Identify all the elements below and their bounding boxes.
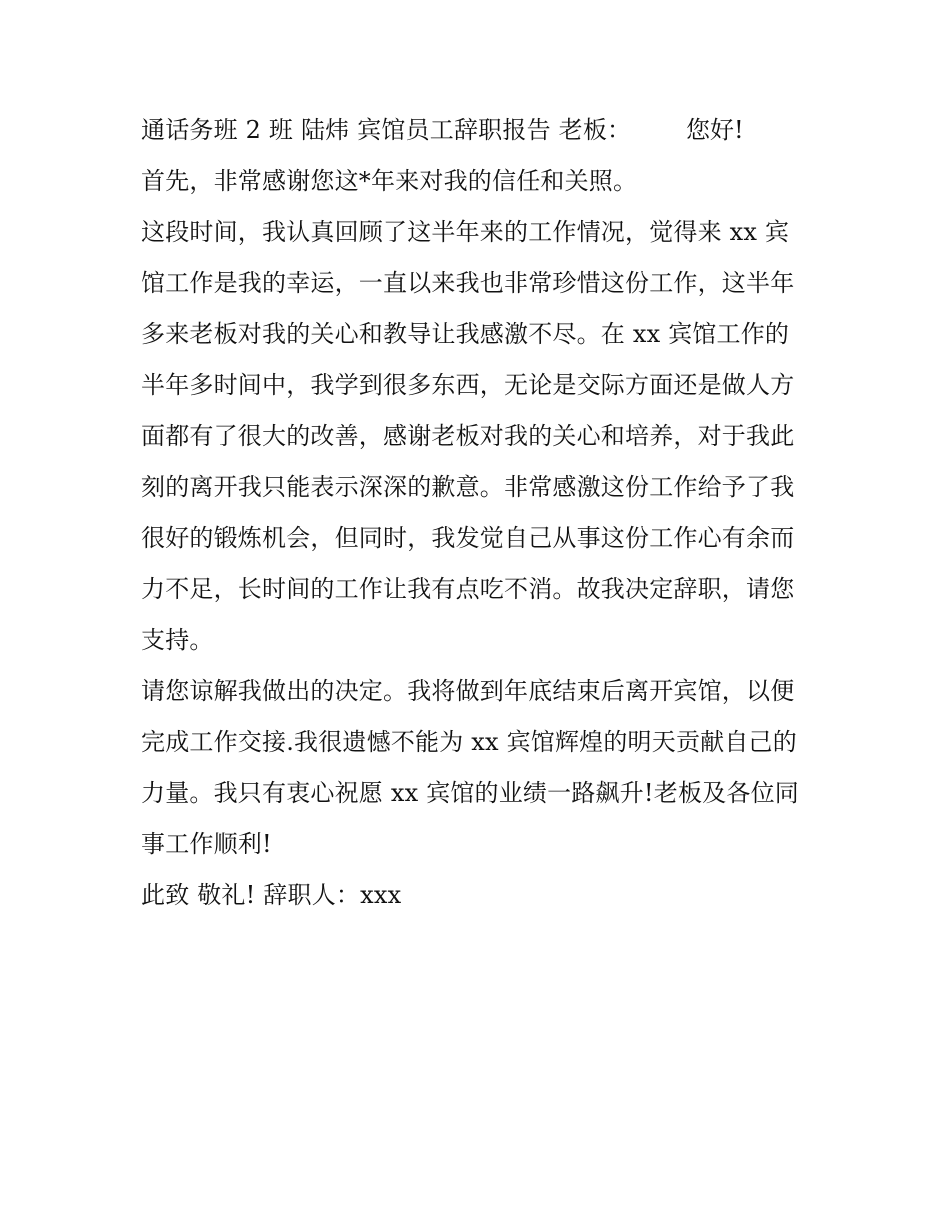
signature-line: 此致 敬礼! 辞职人：xxx	[141, 881, 402, 909]
body-line: 事工作顺利!	[141, 830, 272, 858]
header-line: 通话务班 2 班 陆炜 宾馆员工辞职报告 老板：	[141, 116, 632, 144]
body-line: 完成工作交接.我很遗憾不能为 xx 宾馆辉煌的明天贡献自己的	[141, 728, 797, 756]
body-line: 这段时间，我认真回顾了这半年来的工作情况，觉得来 xx 宾	[141, 218, 790, 246]
body-line: 力不足，长时间的工作让我有点吃不消。故我决定辞职，请您	[141, 575, 795, 603]
body-line: 力量。我只有衷心祝愿 xx 宾馆的业绩一路飙升!老板及各位同	[141, 779, 799, 807]
body-line: 半年多时间中，我学到很多东西，无论是交际方面还是做人方	[141, 371, 795, 399]
body-line: 请您谅解我做出的决定。我将做到年底结束后离开宾馆，以便	[141, 677, 795, 705]
body-line: 多来老板对我的关心和教导让我感激不尽。在 xx 宾馆工作的	[141, 320, 790, 348]
greeting: 您好!	[686, 116, 744, 144]
body-line: 馆工作是我的幸运，一直以来我也非常珍惜这份工作，这半年	[141, 269, 795, 297]
body-line: 很好的锻炼机会，但同时，我发觉自己从事这份工作心有余而	[141, 524, 795, 552]
body-line: 首先，非常感谢您这*年来对我的信任和关照。	[141, 167, 638, 195]
body-line: 刻的离开我只能表示深深的歉意。非常感激这份工作给予了我	[141, 473, 795, 501]
body-line: 面都有了很大的改善，感谢老板对我的关心和培养，对于我此	[141, 422, 795, 450]
body-line: 支持。	[141, 626, 214, 654]
